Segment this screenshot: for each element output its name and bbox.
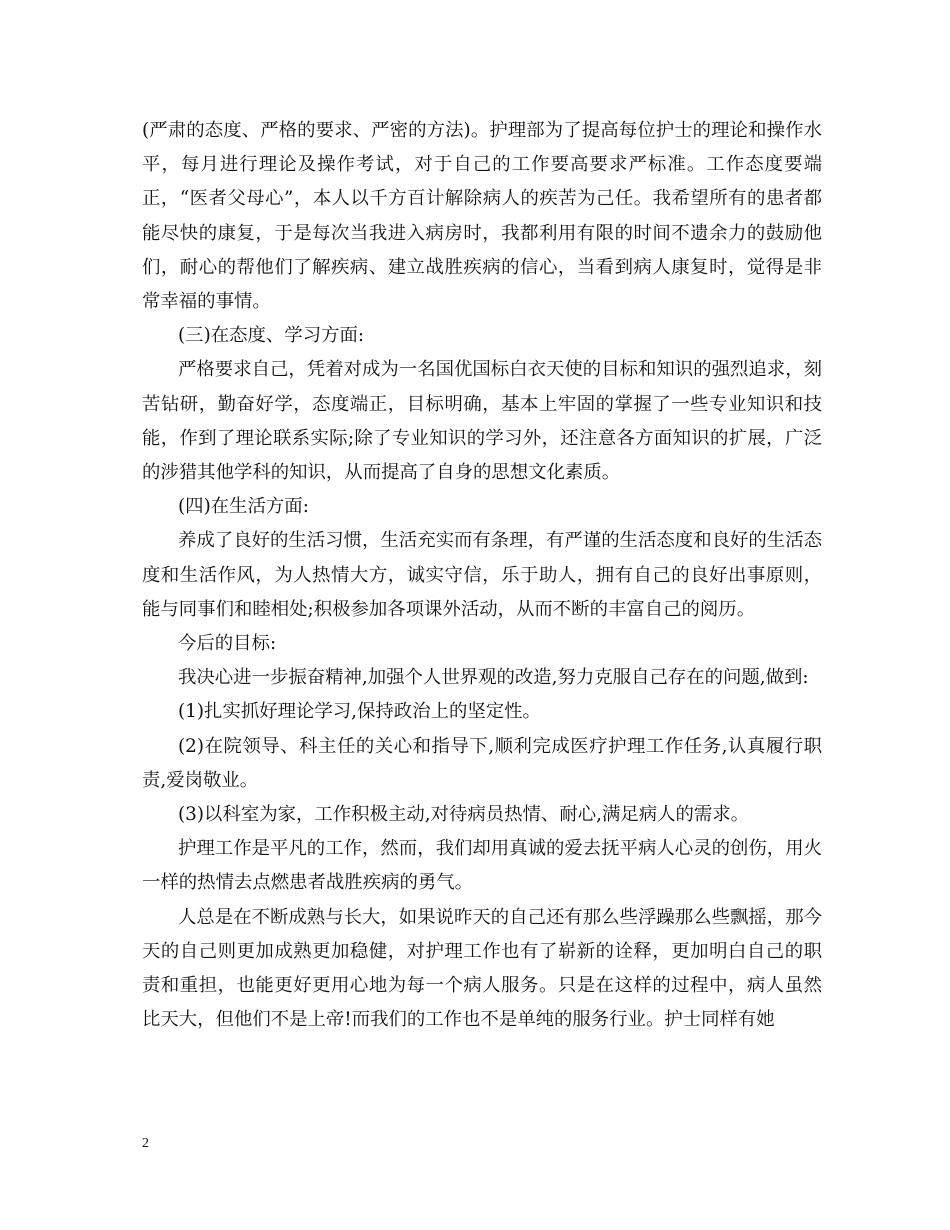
goal-item-2: (2)在院领导、科主任的关心和指导下,顺利完成医疗护理工作任务,认真履行职责,爱岗敬业。 [142,735,822,791]
paragraph-nursing-work: 护理工作是平凡的工作，然而，我们却用真诚的爱去抚平病人心灵的创伤，用火一样的热情去点燃患者战胜疾病的勇气。 [142,838,822,894]
section-heading-future-goals: 今后的目标: [178,633,277,655]
paragraph-attitude-study: 严格要求自己，凭着对成为一名国优国标白衣天使的目标和知识的强烈追求，刻苦钻研，勤奋好学，态度端正，目标明确，基本上牢固的掌握了一些专业知识和技能，作到了理论联系实际;除了专业知识的学习外，还注意各方面知识的扩展，广泛的涉猎其他学科的知识，从而提高了自身的思想文化素质。 [142,359,822,484]
section-heading-life: (四)在生活方面: [178,496,309,518]
paragraph-growth: 人总是在不断成熟与长大，如果说昨天的自己还有那么些浮躁那么些飘摇，那今天的自己则更加成熟更加稳健，对护理工作也有了崭新的诠释，更加明白自己的职责和重担，也能更好更用心地为每一个病人服务。只是在这样的过程中，病人虽然比天大，但他们不是上帝!而我们的工作也不是单纯的服务行业。护士同样有她 [142,906,822,1031]
page-number: 2 [142,1136,149,1151]
goal-item-1: (1)扎实抓好理论学习,保持政治上的坚定性。 [178,701,541,723]
paragraph-intro-continuation: (严肃的态度、严格的要求、严密的方法)。护理部为了提高每位护士的理论和操作水平，每月进行理论及操作考试，对于自己的工作要高要求严标准。工作态度要端正，“医者父母心”，本人以千方百计解除病人的疾苦为己任。我希望所有的患者都能尽快的康复，于是每次当我进入病房时，我都利用有限的时间不遗余力的鼓励他们，耐心的帮他们了解疾病、建立战胜疾病的信心，当看到病人康复时，觉得是非常幸福的事情。 [142,120,822,313]
paragraph-resolution: 我决心进一步振奋精神,加强个人世界观的改造,努力克服自己存在的问题,做到: [178,667,809,689]
paragraph-life: 养成了良好的生活习惯，生活充实而有条理，有严谨的生活态度和良好的生活态度和生活作风，为人热情大方，诚实守信，乐于助人，拥有自己的良好出事原则，能与同事们和睦相处;积极参加各项课外活动，从而不断的丰富自己的阅历。 [142,530,822,620]
goal-item-3: (3)以科室为家，工作积极主动,对待病员热情、耐心,满足病人的需求。 [178,804,750,826]
section-heading-attitude-study: (三)在态度、学习方面: [178,325,365,347]
document-body [142,114,822,1037]
